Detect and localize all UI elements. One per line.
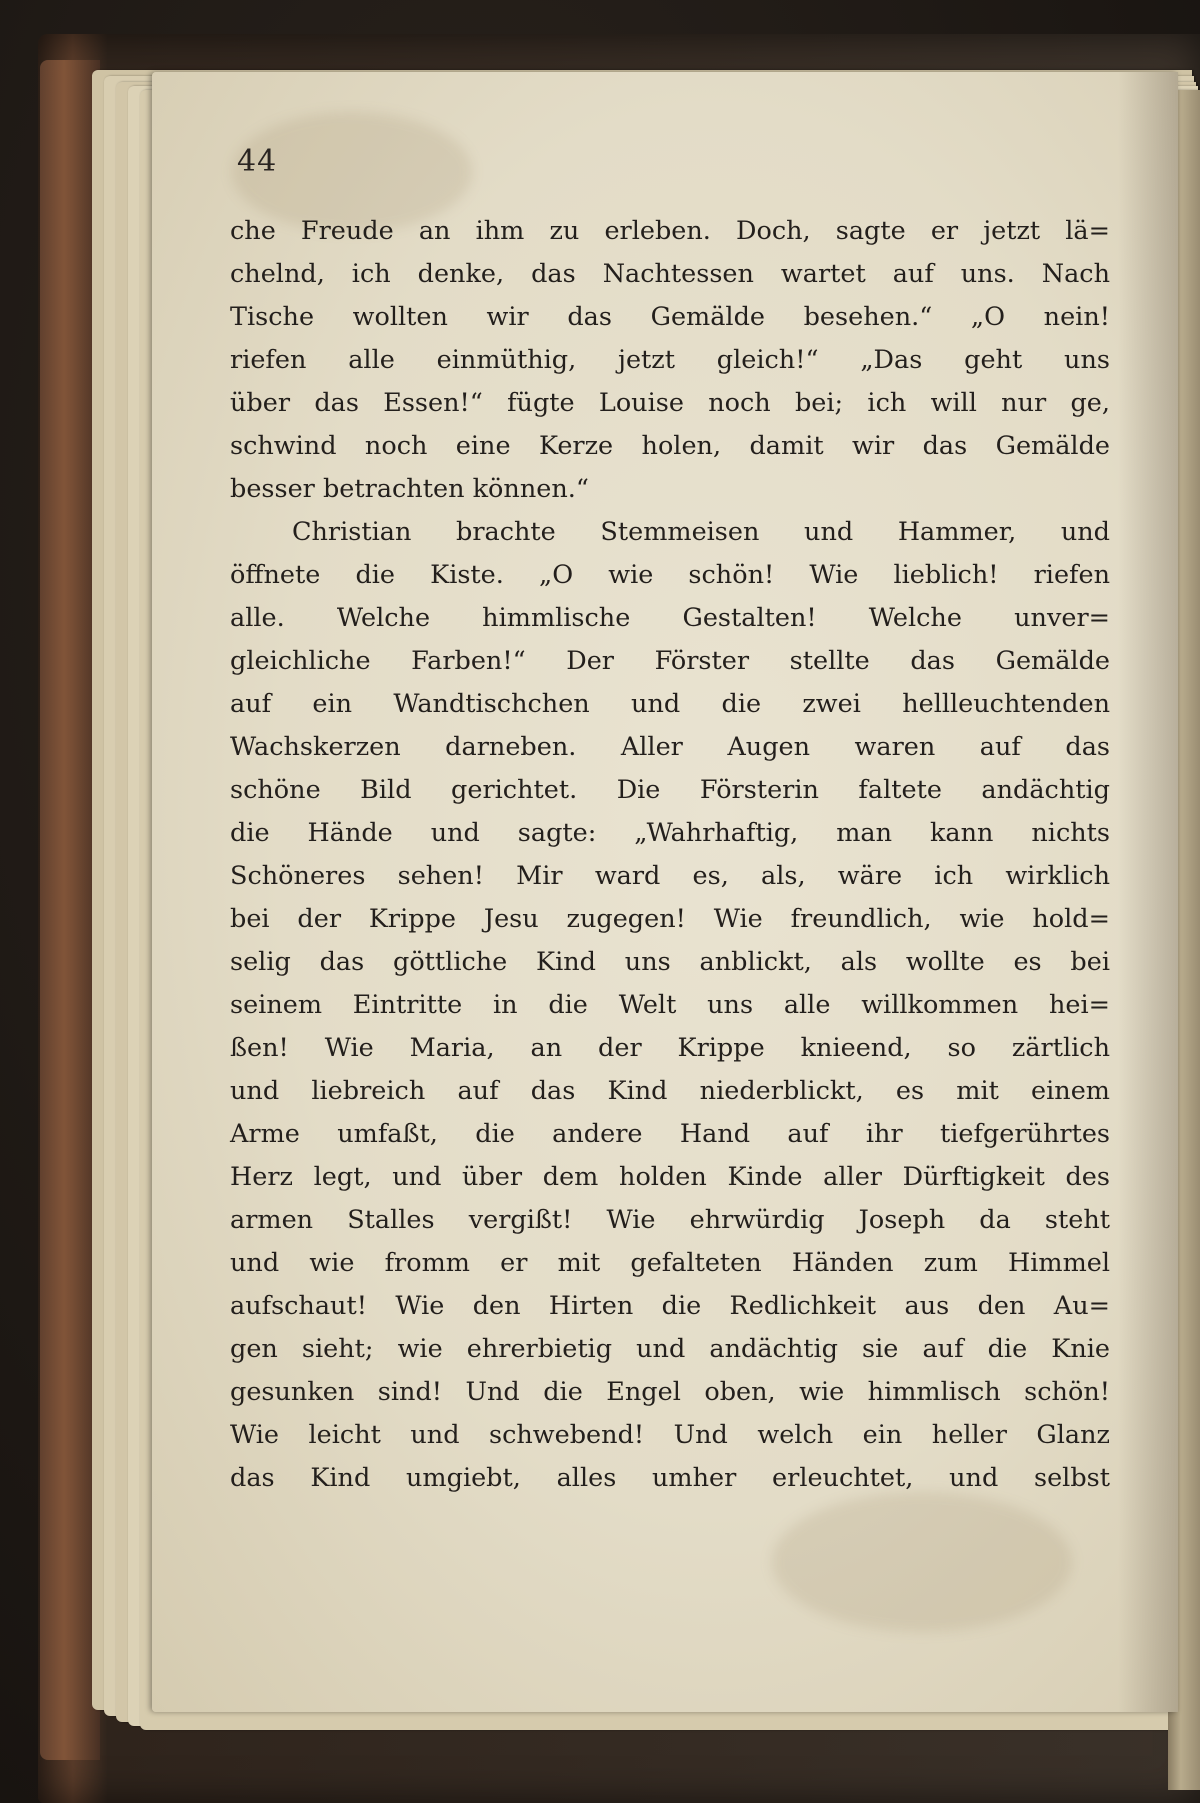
text-line: Schöneres sehen! Mir ward es, als, wäre ich wirklich [230, 861, 1110, 891]
text-line: seinem Eintritte in die Welt uns alle willkommen hei= [230, 990, 1110, 1020]
text-line: che Freude an ihm zu erleben. Doch, sagte er jetzt lä= [230, 216, 1110, 246]
page-number: 44 [237, 144, 278, 179]
text-line: Wachskerzen darneben. Aller Augen waren auf das [230, 732, 1110, 762]
text-line: Wie leicht und schwebend! Und welch ein heller Glanz [230, 1420, 1110, 1450]
body-text [230, 210, 1110, 1500]
text-line: riefen alle einmüthig, jetzt gleich!“ „Das geht uns [230, 345, 1110, 375]
text-line: öffnete die Kiste. „O wie schön! Wie lieblich! riefen [230, 560, 1110, 590]
text-line: auf ein Wandtischchen und die zwei hellleuchtenden [230, 689, 1110, 719]
cover-spine-edge [40, 60, 100, 1760]
text-line: besser betrachten können.“ [230, 474, 589, 504]
paper-stain [772, 1492, 1072, 1632]
text-line: Arme umfaßt, die andere Hand auf ihr tiefgerührtes [230, 1119, 1110, 1149]
text-line: gleichliche Farben!“ Der Förster stellte das Gemälde [230, 646, 1110, 676]
text-line: Herz legt, und über dem holden Kinde aller Dürftigkeit des [230, 1162, 1110, 1192]
text-line: über das Essen!“ fügte Louise noch bei; ich will nur ge, [230, 388, 1110, 418]
text-line: und wie fromm er mit gefalteten Händen zum Himmel [230, 1248, 1110, 1278]
text-line: aufschaut! Wie den Hirten die Redlichkeit aus den Au= [230, 1291, 1110, 1321]
text-line: Tische wollten wir das Gemälde besehen.“ „O nein! [230, 302, 1110, 332]
text-line: selig das göttliche Kind uns anblickt, als wollte es bei [230, 947, 1110, 977]
text-line: und liebreich auf das Kind niederblickt, es mit einem [230, 1076, 1110, 1106]
text-line: alle. Welche himmlische Gestalten! Welche unver= [230, 603, 1110, 633]
text-line: schwind noch eine Kerze holen, damit wir das Gemälde [230, 431, 1110, 461]
text-line: bei der Krippe Jesu zugegen! Wie freundlich, wie hold= [230, 904, 1110, 934]
text-line: gesunken sind! Und die Engel oben, wie himmlisch schön! [230, 1377, 1110, 1407]
text-line: gen sieht; wie ehrerbietig und andächtig sie auf die Knie [230, 1334, 1110, 1364]
text-line: das Kind umgiebt, alles umher erleuchtet, und selbst [230, 1463, 1110, 1493]
text-line: die Hände und sagte: „Wahrhaftig, man kann nichts [230, 818, 1110, 848]
text-line: schöne Bild gerichtet. Die Försterin faltete andächtig [230, 775, 1110, 805]
text-line: ßen! Wie Maria, an der Krippe knieend, so zärtlich [230, 1033, 1110, 1063]
text-line: chelnd, ich denke, das Nachtessen wartet auf uns. Nach [230, 259, 1110, 289]
text-line: armen Stalles vergißt! Wie ehrwürdig Joseph da steht [230, 1205, 1110, 1235]
text-line: Christian brachte Stemmeisen und Hammer, und [292, 517, 1110, 547]
